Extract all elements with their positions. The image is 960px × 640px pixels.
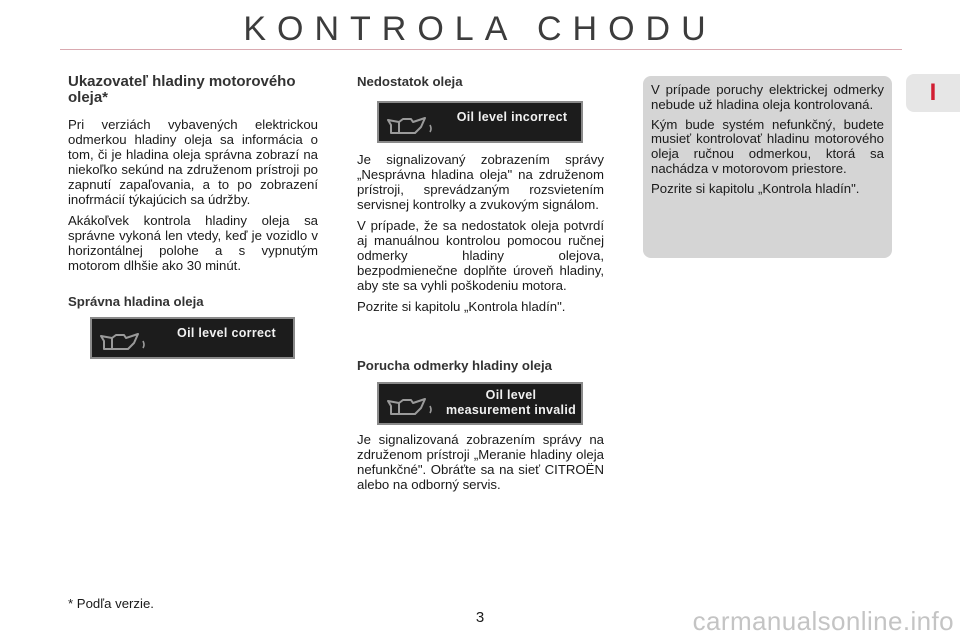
left-column	[68, 74, 318, 279]
display-message-line: Oil level	[485, 388, 537, 402]
note-paragraph: Kým bude systém nefunkčný, budete musieť kontrolovať hladinu motorového oleja ručnou odmerkou, ktorá sa nachádza v motorovom priestore.	[651, 116, 884, 176]
paragraph: Pri verziách vybavených elektrickou odmerkou hladiny oleja sa informácia o tom, či je hladina oleja správna zobrazí na niekoľko sekúnd na združenom prístroji po zapnutí zapaľovania, a to po zobrazení inofrmácií týkajúcich sa údržby.	[68, 117, 318, 207]
paragraph: Je signalizovaný zobrazením správy „Nesprávna hladina oleja" na združenom prístroji, sprevádzaným rozsvietením servisnej kontrolky a zvukovým signálom.	[357, 152, 604, 212]
display-message-line: measurement invalid	[445, 403, 577, 417]
paragraph: Je signalizovaná zobrazením správy na združenom prístroji „Meranie hladiny oleja nefunkčné". Obráťte sa na sieť CITROËN alebo na odborný servis.	[357, 432, 604, 492]
oil-can-icon	[385, 111, 437, 137]
footnote: * Podľa verzie.	[68, 596, 154, 611]
oil-can-icon	[98, 327, 150, 353]
correct-level-heading: Správna hladina oleja	[68, 294, 204, 309]
note-paragraph: V prípade poruchy elektrickej odmerky nebude už hladina oleja kontrolovaná.	[651, 82, 884, 112]
note-paragraph: Pozrite si kapitolu „Kontrola hladín".	[651, 180, 860, 196]
title-rule	[60, 49, 902, 50]
low-oil-heading: Nedostatok oleja	[357, 74, 463, 89]
oil-can-icon	[385, 392, 437, 418]
page-number: 3	[475, 609, 485, 626]
watermark: carmanualsonline.info	[692, 606, 954, 636]
paragraph: V prípade, že sa nedostatok oleja potvrdí aj manuálnou kontrolou pomocou ručnej odmerky hladiny olejova, bezpodmienečne doplňte úroveň hladiny, aby ste sa vyhli poškodeniu motora.	[357, 218, 604, 293]
page-title: KONTROLA CHODU	[243, 10, 717, 48]
paragraph: Pozrite si kapitolu „Kontrola hladín".	[357, 299, 566, 314]
paragraph: Akákoľvek kontrola hladiny oleja sa správne vykoná len vtedy, keď je vozidlo v horizontálnej polohe a s vypnutým motorom dlhšie ako 30 minút.	[68, 213, 318, 273]
sensor-fault-text	[357, 432, 604, 498]
low-oil-text	[357, 152, 604, 320]
display-measurement-invalid	[377, 382, 583, 425]
display-message: Oil level correct	[177, 326, 276, 340]
note-box	[643, 76, 892, 258]
sensor-fault-heading: Porucha odmerky hladiny oleja	[357, 358, 552, 373]
display-message	[441, 388, 581, 418]
section-heading: Ukazovateľ hladiny motorového oleja*	[68, 73, 296, 106]
chapter-tab[interactable]: I	[906, 74, 960, 112]
display-oil-level-incorrect	[377, 101, 583, 143]
display-message: Oil level incorrect	[456, 110, 568, 124]
display-oil-level-correct	[90, 317, 295, 359]
